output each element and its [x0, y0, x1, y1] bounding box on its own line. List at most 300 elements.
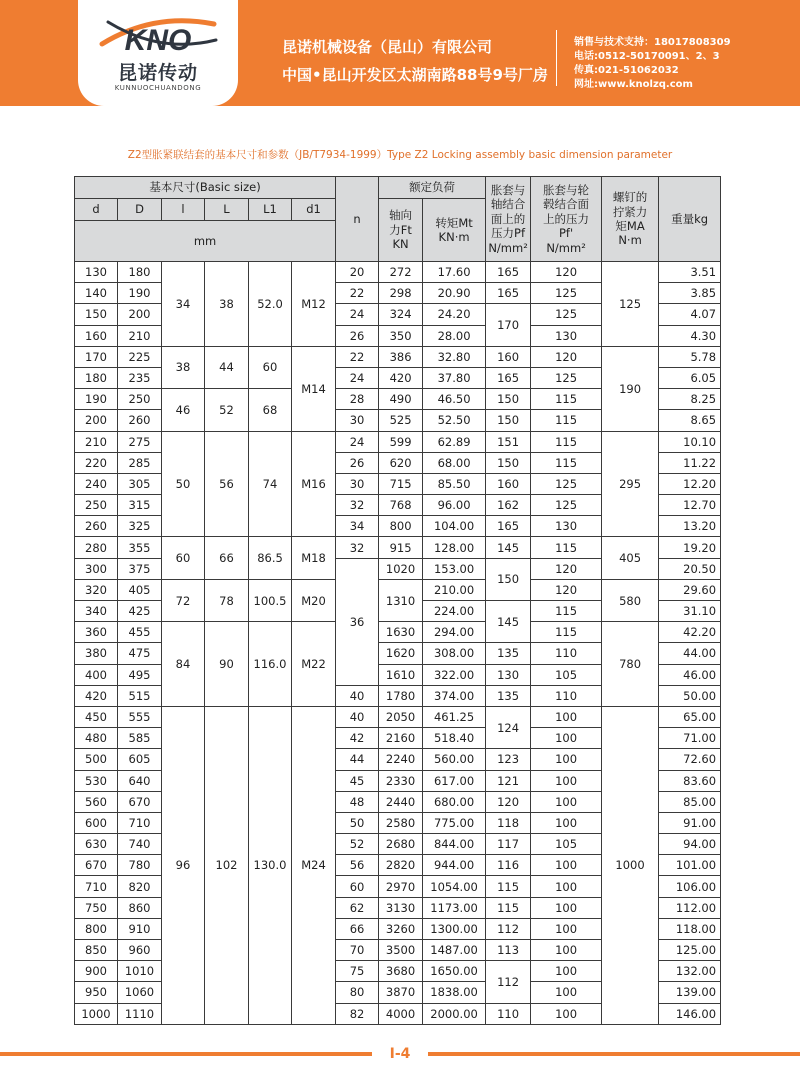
cell-pf-hub: 100	[531, 961, 602, 982]
cell-pf-sleeve: 150	[486, 410, 531, 431]
cell-torque: 37.80	[423, 367, 486, 388]
cell-d: 800	[75, 918, 118, 939]
cell-D: 225	[118, 346, 162, 367]
cell-d: 340	[75, 601, 118, 622]
cell-axial-force: 2440	[379, 791, 423, 812]
cell-screw-torque: 190	[602, 346, 659, 431]
cell-weight: 106.00	[659, 876, 721, 897]
cell-axial-force: 386	[379, 346, 423, 367]
cell-D: 515	[118, 685, 162, 706]
cell-pf-hub: 100	[531, 1003, 602, 1024]
cell-d: 300	[75, 558, 118, 579]
cell-weight: 31.10	[659, 601, 721, 622]
cell-L1: 60	[249, 346, 292, 388]
cell-pf-hub: 100	[531, 812, 602, 833]
cell-d: 420	[75, 685, 118, 706]
cell-weight: 42.20	[659, 622, 721, 643]
cell-D: 180	[118, 262, 162, 283]
cell-D: 425	[118, 601, 162, 622]
cell-pf-sleeve: 135	[486, 685, 531, 706]
cell-d: 750	[75, 897, 118, 918]
header-pf-sleeve-line: N/mm²	[488, 240, 528, 255]
cell-D: 710	[118, 812, 162, 833]
cell-d: 210	[75, 431, 118, 452]
cell-n: 82	[336, 1003, 379, 1024]
cell-pf-hub: 125	[531, 367, 602, 388]
cell-pf-sleeve: 120	[486, 791, 531, 812]
cell-d1: M18	[292, 537, 336, 579]
cell-d: 630	[75, 834, 118, 855]
cell-axial-force: 324	[379, 304, 423, 325]
header-pf-sleeve	[486, 177, 531, 262]
cell-axial-force: 1630	[379, 622, 423, 643]
cell-weight: 3.85	[659, 283, 721, 304]
cell-weight: 50.00	[659, 685, 721, 706]
cell-D: 670	[118, 791, 162, 812]
header-banner	[0, 0, 800, 106]
cell-n: 30	[336, 473, 379, 494]
logo-mark-icon	[94, 10, 222, 60]
cell-d: 190	[75, 389, 118, 410]
cell-d1: M22	[292, 622, 336, 707]
header-torque-line: KN·m	[438, 230, 470, 244]
cell-axial-force: 620	[379, 452, 423, 473]
cell-pf-hub: 125	[531, 283, 602, 304]
cell-n: 30	[336, 410, 379, 431]
cell-pf-hub: 115	[531, 622, 602, 643]
cell-L: 52	[205, 389, 249, 431]
header-screw-torque-line: 螺钉的	[612, 190, 648, 205]
company-address: 中国•昆山开发区太湖南路88号9号厂房	[282, 66, 548, 84]
cell-axial-force: 1310	[379, 579, 423, 621]
cell-pf-sleeve: 116	[486, 855, 531, 876]
cell-pf-sleeve: 112	[486, 961, 531, 1003]
table-row	[75, 431, 721, 452]
cell-L: 90	[205, 622, 249, 707]
cell-torque: 46.50	[423, 389, 486, 410]
cell-n: 52	[336, 834, 379, 855]
cell-torque: 24.20	[423, 304, 486, 325]
cell-axial-force: 1620	[379, 643, 423, 664]
cell-n: 80	[336, 982, 379, 1003]
cell-pf-sleeve: 165	[486, 283, 531, 304]
cell-pf-hub: 100	[531, 876, 602, 897]
header-d1: d1	[292, 199, 336, 221]
cell-l: 84	[162, 622, 205, 707]
cell-pf-hub: 100	[531, 897, 602, 918]
cell-pf-sleeve: 115	[486, 897, 531, 918]
cell-weight: 83.60	[659, 770, 721, 791]
cell-pf-hub: 105	[531, 664, 602, 685]
cell-axial-force: 1020	[379, 558, 423, 579]
header-pf-sleeve-line: 胀套与	[490, 183, 526, 198]
header-L1: L1	[249, 199, 292, 221]
cell-d: 450	[75, 706, 118, 727]
cell-torque: 518.40	[423, 728, 486, 749]
table-row	[75, 579, 721, 600]
contact-phone: 电话:0512-50170091、2、3	[574, 51, 720, 62]
cell-torque: 1300.00	[423, 918, 486, 939]
cell-screw-torque: 125	[602, 262, 659, 347]
cell-torque: 1487.00	[423, 940, 486, 961]
cell-L1: 52.0	[249, 262, 292, 347]
cell-torque: 20.90	[423, 283, 486, 304]
cell-n: 20	[336, 262, 379, 283]
cell-pf-hub: 100	[531, 770, 602, 791]
cell-D: 960	[118, 940, 162, 961]
cell-D: 585	[118, 728, 162, 749]
header-n: n	[336, 177, 379, 262]
cell-d: 200	[75, 410, 118, 431]
header-pf-hub-line: 毂结合面	[543, 197, 590, 212]
cell-weight: 8.65	[659, 410, 721, 431]
cell-pf-hub: 120	[531, 558, 602, 579]
header-pf-sleeve-line: 压力Pf	[491, 226, 526, 241]
cell-torque: 153.00	[423, 558, 486, 579]
cell-screw-torque: 295	[602, 431, 659, 537]
header-pf-sleeve-line: 面上的	[490, 211, 526, 226]
cell-D: 375	[118, 558, 162, 579]
cell-D: 235	[118, 367, 162, 388]
cell-torque: 944.00	[423, 855, 486, 876]
cell-pf-hub: 130	[531, 516, 602, 537]
cell-screw-torque: 580	[602, 579, 659, 621]
cell-weight: 8.25	[659, 389, 721, 410]
cell-D: 475	[118, 643, 162, 664]
header-weight: 重量kg	[659, 177, 721, 262]
cell-pf-hub: 120	[531, 262, 602, 283]
cell-D: 740	[118, 834, 162, 855]
cell-pf-sleeve: 150	[486, 452, 531, 473]
cell-axial-force: 2680	[379, 834, 423, 855]
cell-pf-sleeve: 150	[486, 558, 531, 600]
cell-D: 780	[118, 855, 162, 876]
cell-pf-hub: 130	[531, 325, 602, 346]
cell-d: 380	[75, 643, 118, 664]
cell-pf-sleeve: 145	[486, 537, 531, 558]
cell-d: 280	[75, 537, 118, 558]
cell-d: 140	[75, 283, 118, 304]
cell-pf-hub: 115	[531, 452, 602, 473]
contact-sales: 销售与技术支持：18017808309	[574, 37, 731, 48]
cell-torque: 1173.00	[423, 897, 486, 918]
cell-l: 72	[162, 579, 205, 621]
cell-L1: 116.0	[249, 622, 292, 707]
header-pf-hub-line: N/mm²	[546, 240, 586, 255]
cell-n: 26	[336, 325, 379, 346]
cell-d: 150	[75, 304, 118, 325]
cell-pf-hub: 115	[531, 601, 602, 622]
header-screw-torque-line: 矩MA	[615, 219, 645, 233]
cell-l: 50	[162, 431, 205, 537]
cell-pf-hub: 115	[531, 537, 602, 558]
cell-D: 325	[118, 516, 162, 537]
cell-axial-force: 800	[379, 516, 423, 537]
cell-axial-force: 298	[379, 283, 423, 304]
cell-pf-sleeve: 113	[486, 940, 531, 961]
cell-n: 24	[336, 304, 379, 325]
cell-n: 42	[336, 728, 379, 749]
cell-torque: 1650.00	[423, 961, 486, 982]
cell-n: 56	[336, 855, 379, 876]
cell-torque: 1838.00	[423, 982, 486, 1003]
cell-pf-sleeve: 165	[486, 262, 531, 283]
cell-pf-hub: 115	[531, 389, 602, 410]
cell-torque: 62.89	[423, 431, 486, 452]
cell-d: 530	[75, 770, 118, 791]
cell-weight: 139.00	[659, 982, 721, 1003]
cell-torque: 560.00	[423, 749, 486, 770]
cell-screw-torque: 1000	[602, 706, 659, 1024]
cell-axial-force: 3500	[379, 940, 423, 961]
cell-torque: 32.80	[423, 346, 486, 367]
cell-torque: 85.50	[423, 473, 486, 494]
cell-torque: 374.00	[423, 685, 486, 706]
cell-weight: 19.20	[659, 537, 721, 558]
cell-pf-hub: 100	[531, 706, 602, 727]
cell-n: 24	[336, 367, 379, 388]
header-pf-hub-line: 胀套与轮	[543, 183, 590, 198]
table-row	[75, 706, 721, 727]
cell-n: 48	[336, 791, 379, 812]
cell-axial-force: 599	[379, 431, 423, 452]
header-divider	[556, 30, 557, 86]
cell-axial-force: 420	[379, 367, 423, 388]
cell-pf-sleeve: 110	[486, 1003, 531, 1024]
cell-d: 480	[75, 728, 118, 749]
table-row	[75, 262, 721, 283]
cell-torque: 617.00	[423, 770, 486, 791]
cell-d: 170	[75, 346, 118, 367]
cell-torque: 224.00	[423, 601, 486, 622]
cell-pf-hub: 120	[531, 346, 602, 367]
header-d: d	[75, 199, 118, 221]
cell-d: 240	[75, 473, 118, 494]
cell-d1: M16	[292, 431, 336, 537]
cell-pf-hub: 110	[531, 685, 602, 706]
header-axial-line: 力Ft	[389, 222, 412, 237]
cell-d1: M12	[292, 262, 336, 347]
table-row	[75, 537, 721, 558]
cell-n: 32	[336, 495, 379, 516]
cell-d: 560	[75, 791, 118, 812]
contact-fax: 传真:021-51062032	[574, 65, 679, 76]
cell-n: 40	[336, 706, 379, 727]
cell-d: 320	[75, 579, 118, 600]
header-l: l	[162, 199, 205, 221]
cell-weight: 91.00	[659, 812, 721, 833]
cell-n: 60	[336, 876, 379, 897]
cell-pf-sleeve: 170	[486, 304, 531, 346]
cell-torque: 294.00	[423, 622, 486, 643]
cell-n: 62	[336, 897, 379, 918]
cell-weight: 29.60	[659, 579, 721, 600]
cell-D: 210	[118, 325, 162, 346]
cell-d1: M24	[292, 706, 336, 1024]
cell-n: 22	[336, 346, 379, 367]
cell-D: 405	[118, 579, 162, 600]
cell-L1: 130.0	[249, 706, 292, 1024]
cell-D: 605	[118, 749, 162, 770]
cell-D: 495	[118, 664, 162, 685]
cell-pf-sleeve: 160	[486, 346, 531, 367]
cell-n: 24	[336, 431, 379, 452]
header-screw-torque-line: N·m	[618, 233, 642, 248]
cell-axial-force: 350	[379, 325, 423, 346]
cell-axial-force: 2820	[379, 855, 423, 876]
cell-pf-hub: 120	[531, 579, 602, 600]
header-torque	[423, 199, 486, 262]
cell-pf-hub: 100	[531, 982, 602, 1003]
cell-pf-hub: 125	[531, 304, 602, 325]
cell-weight: 5.78	[659, 346, 721, 367]
cell-axial-force: 715	[379, 473, 423, 494]
cell-torque: 1054.00	[423, 876, 486, 897]
cell-pf-hub: 100	[531, 918, 602, 939]
cell-axial-force: 2970	[379, 876, 423, 897]
cell-D: 200	[118, 304, 162, 325]
table-row	[75, 346, 721, 367]
cell-axial-force: 3680	[379, 961, 423, 982]
cell-n: 45	[336, 770, 379, 791]
cell-axial-force: 1610	[379, 664, 423, 685]
cell-pf-sleeve: 150	[486, 389, 531, 410]
cell-axial-force: 2580	[379, 812, 423, 833]
cell-pf-sleeve: 162	[486, 495, 531, 516]
cell-pf-hub: 105	[531, 834, 602, 855]
cell-weight: 12.20	[659, 473, 721, 494]
cell-axial-force: 768	[379, 495, 423, 516]
header-unit-mm: mm	[75, 221, 336, 262]
cell-pf-hub: 100	[531, 855, 602, 876]
cell-l: 60	[162, 537, 205, 579]
cell-d: 130	[75, 262, 118, 283]
cell-l: 96	[162, 706, 205, 1024]
cell-n: 50	[336, 812, 379, 833]
cell-axial-force: 1780	[379, 685, 423, 706]
cell-weight: 12.70	[659, 495, 721, 516]
cell-axial-force: 490	[379, 389, 423, 410]
cell-n: 32	[336, 537, 379, 558]
cell-L: 102	[205, 706, 249, 1024]
cell-d: 1000	[75, 1003, 118, 1024]
cell-n: 44	[336, 749, 379, 770]
cell-d: 260	[75, 516, 118, 537]
parameter-table	[74, 176, 721, 1025]
cell-axial-force: 3260	[379, 918, 423, 939]
cell-pf-sleeve: 117	[486, 834, 531, 855]
header-pf-hub	[531, 177, 602, 262]
cell-torque: 96.00	[423, 495, 486, 516]
cell-weight: 101.00	[659, 855, 721, 876]
cell-d: 710	[75, 876, 118, 897]
cell-pf-sleeve: 121	[486, 770, 531, 791]
cell-weight: 44.00	[659, 643, 721, 664]
cell-L: 78	[205, 579, 249, 621]
cell-axial-force: 272	[379, 262, 423, 283]
cell-d: 160	[75, 325, 118, 346]
logo	[78, 0, 238, 106]
cell-pf-hub: 115	[531, 410, 602, 431]
cell-pf-hub: 110	[531, 643, 602, 664]
cell-weight: 112.00	[659, 897, 721, 918]
cell-torque: 104.00	[423, 516, 486, 537]
cell-axial-force: 525	[379, 410, 423, 431]
cell-weight: 13.20	[659, 516, 721, 537]
cell-D: 305	[118, 473, 162, 494]
cell-torque: 322.00	[423, 664, 486, 685]
cell-D: 315	[118, 495, 162, 516]
cell-d1: M20	[292, 579, 336, 621]
logo-english-name: KUNNUOCHUANDONG	[114, 84, 202, 92]
cell-D: 260	[118, 410, 162, 431]
cell-d1: M14	[292, 346, 336, 431]
contact-website[interactable]: 网址:www.knolzq.com	[574, 79, 693, 90]
cell-d: 220	[75, 452, 118, 473]
cell-axial-force: 915	[379, 537, 423, 558]
cell-weight: 72.60	[659, 749, 721, 770]
cell-torque: 680.00	[423, 791, 486, 812]
cell-d: 600	[75, 812, 118, 833]
cell-weight: 146.00	[659, 1003, 721, 1024]
cell-pf-sleeve: 160	[486, 473, 531, 494]
cell-d: 670	[75, 855, 118, 876]
cell-d: 360	[75, 622, 118, 643]
logo-mark-text: KNO	[124, 24, 192, 57]
table-row	[75, 622, 721, 643]
cell-axial-force: 3130	[379, 897, 423, 918]
header-screw-torque	[602, 177, 659, 262]
cell-L1: 68	[249, 389, 292, 431]
cell-D: 355	[118, 537, 162, 558]
cell-weight: 71.00	[659, 728, 721, 749]
cell-L: 44	[205, 346, 249, 388]
cell-n: 28	[336, 389, 379, 410]
cell-D: 1110	[118, 1003, 162, 1024]
cell-pf-hub: 115	[531, 431, 602, 452]
header-L: L	[205, 199, 249, 221]
cell-axial-force: 2240	[379, 749, 423, 770]
cell-torque: 775.00	[423, 812, 486, 833]
cell-weight: 10.10	[659, 431, 721, 452]
cell-n: 70	[336, 940, 379, 961]
cell-l: 46	[162, 389, 205, 431]
cell-axial-force: 2050	[379, 706, 423, 727]
cell-torque: 210.00	[423, 579, 486, 600]
cell-pf-sleeve: 151	[486, 431, 531, 452]
cell-screw-torque: 780	[602, 622, 659, 707]
cell-D: 1060	[118, 982, 162, 1003]
cell-d: 850	[75, 940, 118, 961]
header-pf-sleeve-line: 轴结合	[490, 197, 526, 212]
header-axial-force	[379, 199, 423, 262]
cell-D: 275	[118, 431, 162, 452]
cell-axial-force: 3870	[379, 982, 423, 1003]
cell-torque: 52.50	[423, 410, 486, 431]
cell-D: 250	[118, 389, 162, 410]
cell-n: 66	[336, 918, 379, 939]
cell-D: 455	[118, 622, 162, 643]
cell-pf-sleeve: 130	[486, 664, 531, 685]
cell-weight: 132.00	[659, 961, 721, 982]
cell-pf-sleeve: 123	[486, 749, 531, 770]
cell-weight: 20.50	[659, 558, 721, 579]
cell-pf-sleeve: 118	[486, 812, 531, 833]
cell-n: 26	[336, 452, 379, 473]
cell-n: 40	[336, 685, 379, 706]
cell-d: 900	[75, 961, 118, 982]
cell-L: 38	[205, 262, 249, 347]
